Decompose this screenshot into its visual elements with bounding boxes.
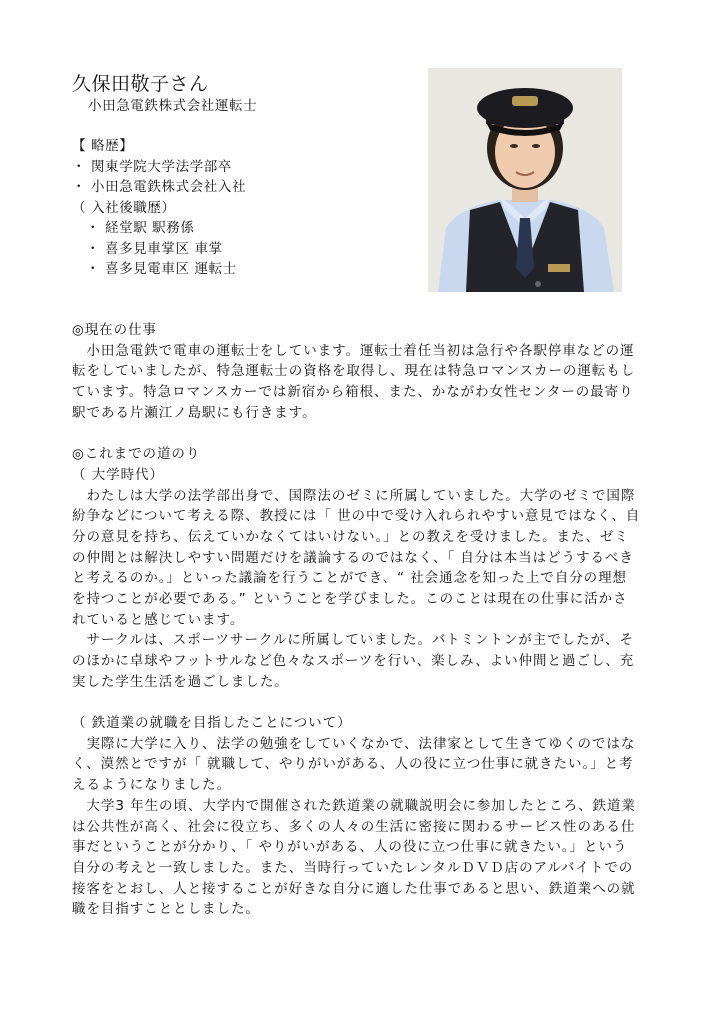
paragraph-line: を持つことが必要である。” ということを学びました。このことは現在の仕事に活かさ <box>72 590 628 607</box>
career-item: ・ 経堂駅 駅務係 <box>86 220 195 236</box>
subheading-university: （ 大学時代） <box>72 466 164 483</box>
section-heading-path: ◎これまでの道のり <box>72 446 201 463</box>
spacer <box>72 423 656 444</box>
paragraph-line: 職を目指すこととしました。 <box>72 901 260 918</box>
section-heading-current-job: ◎現在の仕事 <box>72 322 157 338</box>
paragraph-line: 自分の考えと一致しました。また、当時行っていたレンタルＤＶＤ店のアルバイトでの <box>72 859 634 876</box>
paragraph-line: の仲間とは解決しやすい問題だけを議論するのではなく、「 自分は本当はどうするべき <box>72 549 634 566</box>
career-item: ・ 関東学院大学法学部卒 <box>72 158 232 175</box>
spacer <box>72 692 656 713</box>
paragraph-line: は公共性が高く、社会に役立ち、多くの人々の生活に密接に関わるサービス性のある仕 <box>72 818 636 835</box>
subheading-railway: （ 鉄道業の就職を目指したことについて） <box>72 715 352 732</box>
career-item: ・ 喜多見車掌区 車掌 <box>86 240 223 257</box>
portrait-photo <box>428 68 622 292</box>
career-heading: 【 略歴】 <box>72 138 134 154</box>
paragraph-line: えるようになりました。 <box>72 777 231 794</box>
paragraph-line: 分の意見を持ち、伝えていかなくてはいけない。」との教えを受けました。また、ゼミ <box>72 528 629 545</box>
paragraph-line: 転をしていましたが、特急運転士の資格を取得し、現在は特急ロマンスカーの運転もし <box>72 363 636 380</box>
career-subheading: （ 入社後職歴） <box>72 199 176 216</box>
paragraph-line: 駅である片瀬江ノ島駅にも行きます。 <box>72 404 317 421</box>
paragraph-line: 大学3 年生の頃、大学内で開催された鉄道業の就職説明会に参加したところ、鉄道業 <box>72 797 636 814</box>
person-name: 久保田敬子さん <box>72 73 209 95</box>
portrait-illustration <box>428 68 622 292</box>
paragraph-line: ています。特急ロマンスカーでは新宿から箱根、また、かながわ女性センターの最寄り <box>72 384 634 401</box>
paragraph-line: 小田急電鉄で電車の運転士をしています。運転士着任当初は急行や各駅停車などの運 <box>72 342 635 359</box>
company-title: 小田急電鉄株式会社運転士 <box>88 98 258 114</box>
paragraph-line: サークルは、スポーツサークルに所属していました。バトミントンが主でしたが、そ <box>72 632 634 649</box>
paragraph-line: わたしは大学の法学部出身で、国際法のゼミに所属していました。大学のゼミで国際 <box>72 487 636 504</box>
paragraph-line: と考えるのか。」といった議論を行うことができ、“ 社会通念を知った上で自分の理想 <box>72 570 627 587</box>
paragraph-line: 実した学生生活を過ごしました。 <box>72 673 289 690</box>
paragraph-line: れていると感じています。 <box>72 611 245 628</box>
paragraph-line: 接客をとおし、人と接することが好きな自分に適した仕事であると思い、鉄道業への就 <box>72 880 636 897</box>
career-item: ・ 小田急電鉄株式会社入社 <box>72 179 247 195</box>
career-history <box>72 136 246 280</box>
paragraph-line: 事だということが分かり、「 やりがいがある、人の役に立つ仕事に就きたい。」という <box>72 839 628 856</box>
paragraph-line: 実際に大学に入り、法学の勉強をしていくなかで、法律家として生きてゆくのではな <box>72 735 636 752</box>
article-body <box>72 320 656 920</box>
paragraph-line: 紛争などについて考える際、教授には「 世の中で受け入れられやすい意見ではなく、自 <box>72 508 641 525</box>
paragraph-line: く、漠然とですが「 就職して、やりがいがある、人の役に立つ仕事に就きたい。」と考 <box>72 756 634 773</box>
career-item: ・ 喜多見電車区 運転士 <box>86 261 237 277</box>
paragraph-line: のほかに卓球やフットサルなど色々なスポーツを行い、楽しみ、よい仲間と過ごし、充 <box>72 653 635 669</box>
